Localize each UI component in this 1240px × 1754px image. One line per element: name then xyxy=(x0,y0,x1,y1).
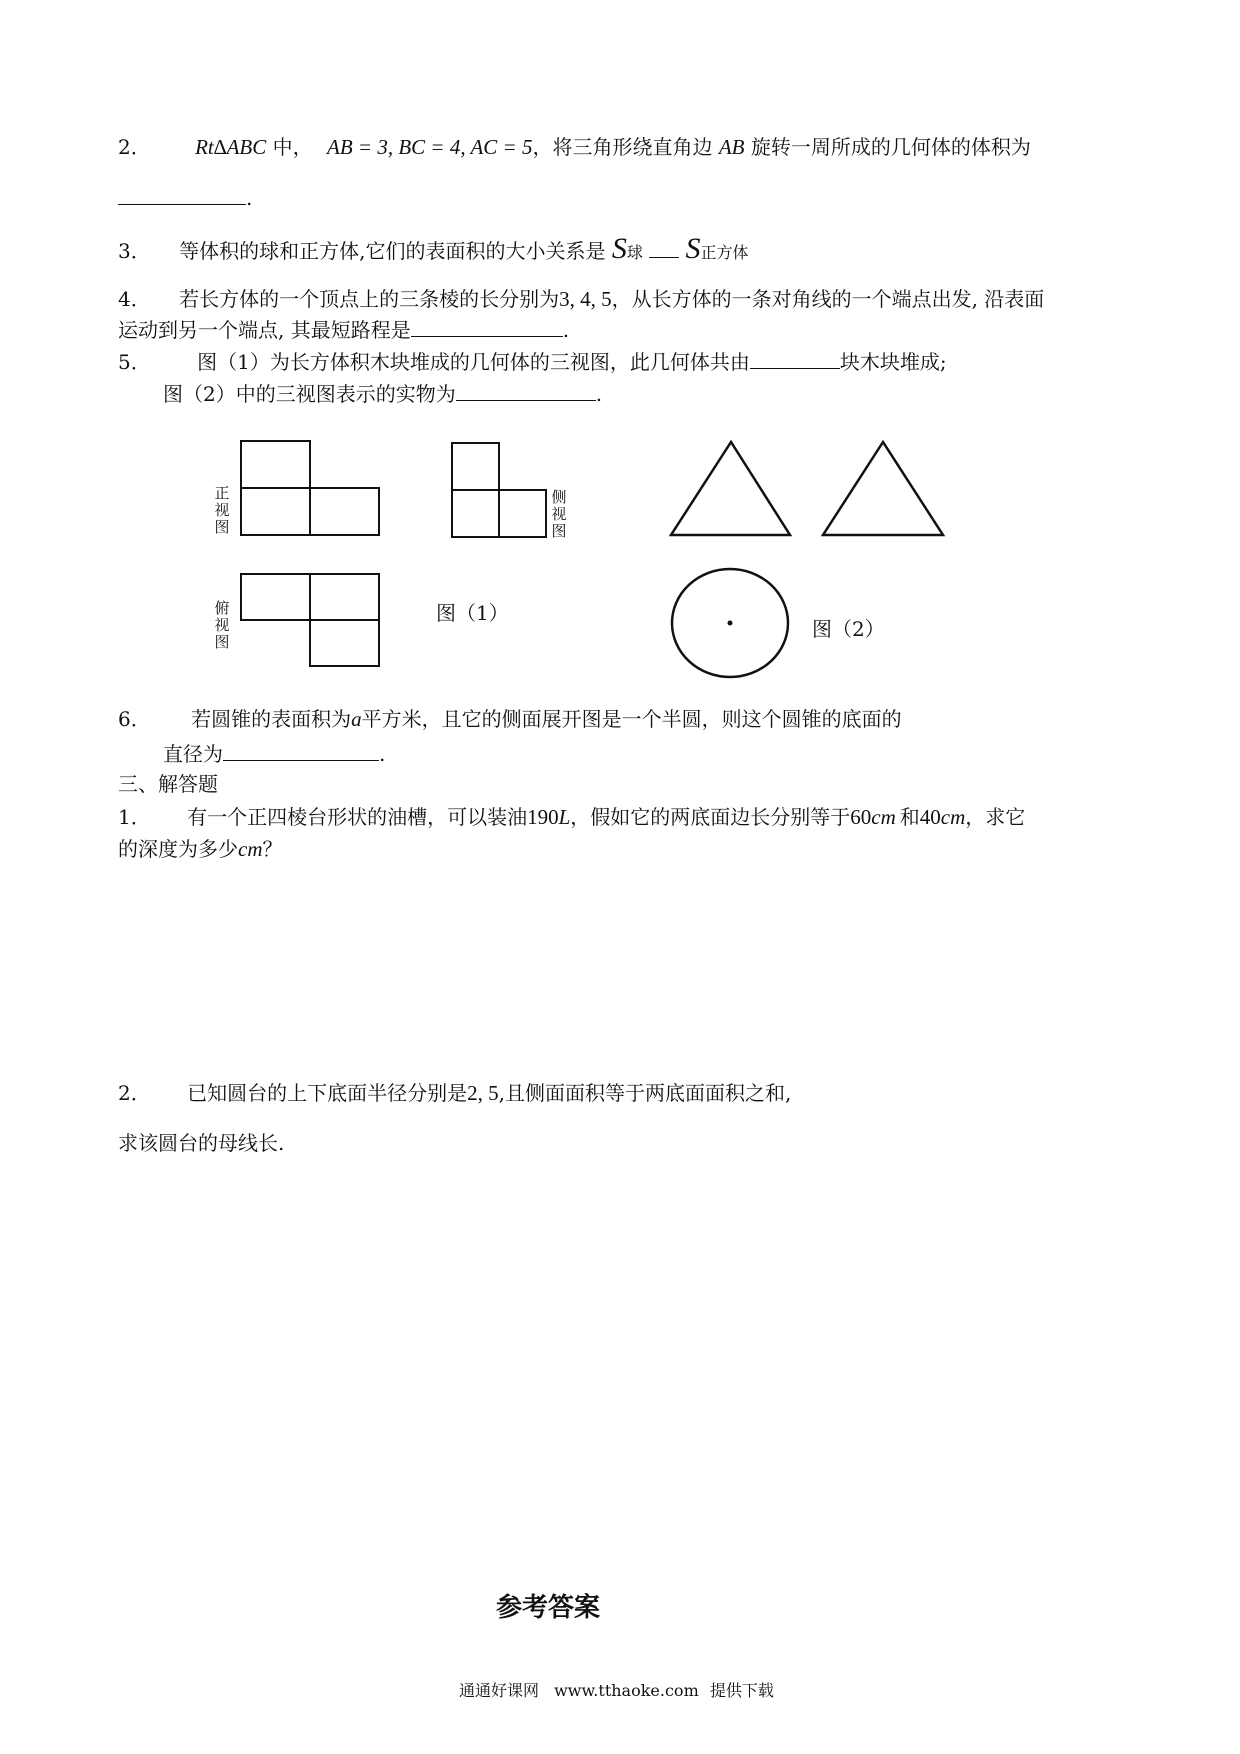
text: ，假如它的两底面边长分别等于 xyxy=(570,805,851,829)
text: ，求它 xyxy=(965,805,1026,829)
value: 40 xyxy=(919,805,941,829)
answers-heading: 参考答案 xyxy=(496,1593,601,1623)
side-view-block xyxy=(452,490,499,537)
question-6-line2 xyxy=(163,740,385,767)
front-view-label: 正 视 图 xyxy=(214,484,230,536)
footer-url[interactable]: www.tthaoke.com xyxy=(554,1681,699,1700)
text: 和 xyxy=(899,805,920,829)
period: . xyxy=(246,186,253,210)
front-view-block xyxy=(241,441,310,488)
front-view-block xyxy=(310,488,379,535)
text: 已知圆台的上下底面半径分别是 xyxy=(187,1081,468,1105)
front-view-triangle xyxy=(671,442,790,535)
text: 的深度为多少 xyxy=(118,837,238,861)
question-number: 5． xyxy=(118,350,151,374)
top-view-block xyxy=(241,574,310,620)
triangle-label: Rt∆ABC xyxy=(195,135,267,159)
radius-values: 2, 5 xyxy=(467,1081,499,1105)
side-view-triangle xyxy=(823,442,943,535)
top-view-block xyxy=(310,574,379,620)
circle-center-dot xyxy=(728,621,733,626)
question-number: 1． xyxy=(118,805,151,829)
question-number: 6． xyxy=(118,707,151,731)
solve-question-1 xyxy=(118,804,1025,830)
answer-blank[interactable] xyxy=(223,740,379,761)
text: 中， xyxy=(272,135,313,159)
unit: cm xyxy=(238,837,263,861)
variable-a: a xyxy=(351,707,362,731)
question-6 xyxy=(118,706,902,732)
subscript-sphere: 球 xyxy=(626,243,643,262)
footer-suffix: 提供下载 xyxy=(709,1681,774,1700)
period: . xyxy=(595,382,603,406)
front-view-block xyxy=(241,488,310,535)
side-view-label: 侧 视 图 xyxy=(551,488,567,540)
subscript-cube: 正方体 xyxy=(700,243,749,262)
text: 直径为 xyxy=(163,742,223,766)
figure-2-caption: 图（2） xyxy=(812,617,885,641)
question-number: 4． xyxy=(118,287,151,311)
footer-site-name: 通通好课网 xyxy=(459,1681,540,1700)
solve-question-2 xyxy=(118,1080,791,1106)
period: . xyxy=(562,318,570,342)
text: 运动到另一个端点, 其最短路程是 xyxy=(118,318,411,342)
top-view-block xyxy=(310,620,379,666)
text: ,且侧面面积等于两底面面积之和, xyxy=(498,1081,792,1105)
unit: cm xyxy=(871,805,896,829)
solve-question-1-line2 xyxy=(118,836,283,862)
text: ，从长方体的一条对角线的一个端点出发, 沿表面 xyxy=(611,287,1045,311)
text: ？ xyxy=(262,837,283,861)
unit: L xyxy=(558,805,571,829)
surface-s: S xyxy=(685,232,701,265)
given-lengths: AB = 3, BC = 4, AC = 5 xyxy=(327,135,533,159)
side-view-block xyxy=(452,443,499,490)
top-view-label: 俯 视 图 xyxy=(214,599,230,651)
text: 若长方体的一个顶点上的三条棱的长分别为 xyxy=(179,287,560,311)
question-number: 2． xyxy=(118,1081,151,1105)
text: 等体积的球和正方体,它们的表面积的大小关系是 xyxy=(179,239,606,263)
text: 若圆锥的表面积为 xyxy=(191,707,352,731)
surface-s: S xyxy=(611,232,627,265)
question-number: 2． xyxy=(118,135,151,159)
text: ，将三角形绕直角边 xyxy=(532,135,713,159)
text: 图（2）中的三视图表示的实物为 xyxy=(163,382,456,406)
footer xyxy=(459,1678,774,1701)
text: 块木块堆成; xyxy=(839,350,947,374)
period: . xyxy=(379,742,386,766)
edge-label: AB xyxy=(718,135,745,159)
section-heading: 三、解答题 xyxy=(118,772,218,796)
unit: cm xyxy=(940,805,966,829)
text: 旋转一周所成的几何体的体积为 xyxy=(750,135,1031,159)
question-number: 3． xyxy=(118,239,151,263)
value: 190 xyxy=(527,805,559,829)
edge-values: 3, 4, 5 xyxy=(559,287,612,311)
text: 有一个正四棱台形状的油槽，可以装油 xyxy=(187,805,528,829)
solve-question-2-line2: 求该圆台的母线长. xyxy=(118,1131,285,1155)
value: 60 xyxy=(850,805,872,829)
text: 图（1）为长方体积木块堆成的几何体的三视图，此几何体共由 xyxy=(197,350,750,374)
figure-1-caption: 图（1） xyxy=(436,601,509,625)
text: 平方米，且它的侧面展开图是一个半圆，则这个圆锥的底面的 xyxy=(361,707,902,731)
side-view-block xyxy=(499,490,546,537)
